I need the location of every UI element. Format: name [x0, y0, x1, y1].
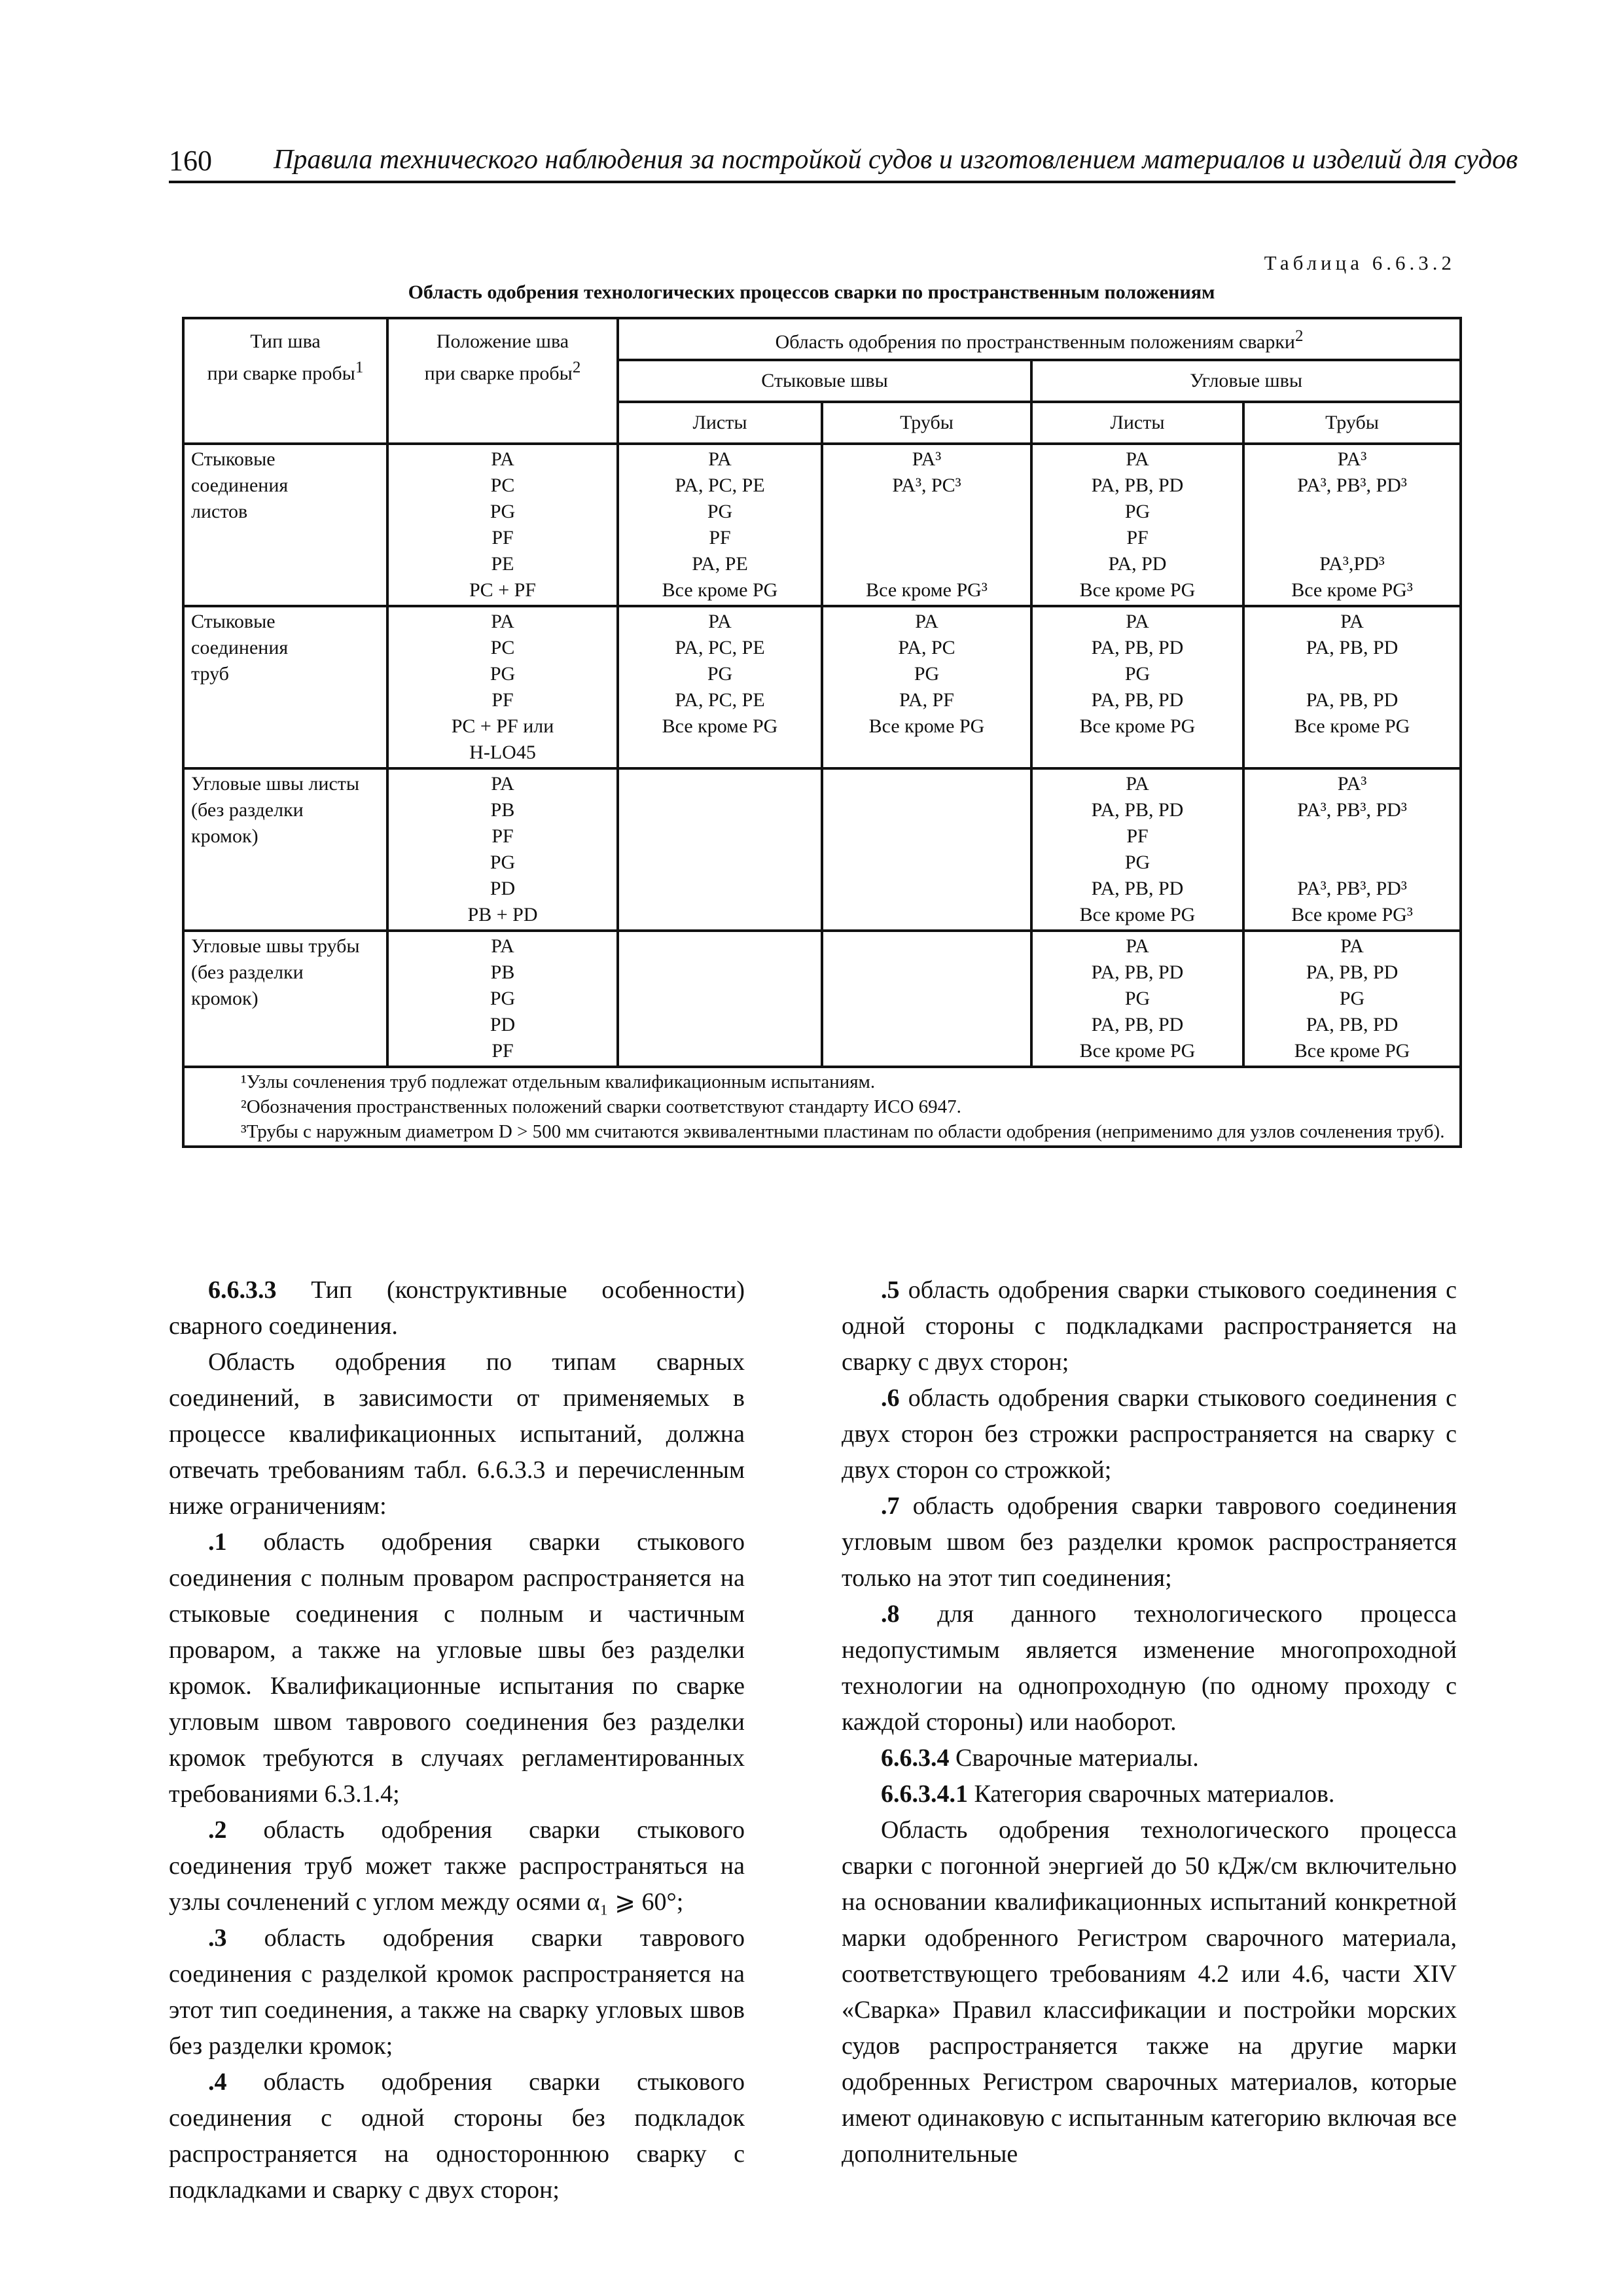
cell-position: PA PB PG PD PF — [387, 931, 618, 1067]
running-title: Правила технического наблюдения за постройкой судов и изготовлением материалов и изделий для судов — [274, 145, 1518, 175]
paragraph: .4 область одобрения сварки стыкового соединения с одной стороны без подкладок распространяется на одностороннюю сварку с подкладками и сварку с двух сторон; — [169, 2068, 745, 2204]
header-fillet-sheets: Листы — [1031, 402, 1243, 444]
header-butt-sheets: Листы — [618, 402, 822, 444]
running-header — [169, 143, 1518, 183]
table-caption: Таблица 6.6.3.2 — [1264, 251, 1455, 274]
cell-fillet-sheets: PA PA, PB, PD PG PA, PB, PD Все кроме PG — [1031, 606, 1243, 768]
cell-butt-pipes — [822, 768, 1031, 931]
paragraph: Область одобрения по типам сварных соединений, в зависимости от применяемых в процессе квалификационных испытаний, должна отвечать требованиям табл. 6.6.3.3 и перечисленным ниже ограничениям: — [169, 1348, 745, 1520]
header-butt-pipes: Трубы — [822, 402, 1031, 444]
cell-weld-type: Стыковые соединения листов — [183, 444, 387, 606]
paragraph: .5 область одобрения сварки стыкового соединения с одной стороны с подкладками распространяется на сварку с двух сторон; — [842, 1276, 1457, 1376]
header-butt-welds: Стыковые швы — [618, 360, 1031, 402]
header-weld-position: Положение шва при сварке пробы$^2$ — [387, 318, 618, 444]
table-row — [183, 931, 1461, 1067]
cell-fillet-sheets: PA PA, PB, PD PG PF PA, PD Все кроме PG — [1031, 444, 1243, 606]
cell-butt-pipes: PA PA, PC PG PA, PF Все кроме PG — [822, 606, 1031, 768]
body-left-column — [169, 1272, 745, 2208]
paragraph: .7 область одобрения сварки таврового соединения угловым швом без разделки кромок распространяется только на этот тип соединения; — [842, 1492, 1457, 1592]
cell-fillet-sheets: PA PA, PB, PD PF PG PA, PB, PD Все кроме PG — [1031, 768, 1243, 931]
cell-position: PA PB PF PG PD PB + PD — [387, 768, 618, 931]
footnote-2: ²Обозначения пространственных положений сварки соответствуют стандарту ИСО 6947. — [241, 1096, 961, 1117]
paragraph: Область одобрения технологического процесса сварки с погонной энергией до 50 кДж/см включительно на основании квалификационных испытаний конкретной марки одобренного Регистром сварочного материала, соответствующего требованиям 4.2 или 4.6, части XIV «Сварка» Правил классификации и постройки морских судов распространяется также на другие марки одобренных Регистром сварочных материалов, которые имеют одинаковую с испытанным категорию включая все дополнительные — [842, 1816, 1457, 2168]
approval-table — [182, 317, 1462, 1148]
cell-fillet-pipes: PA³ PA³, PB³, PD³ PA³, PB³, PD³ Все кроме PG³ — [1243, 768, 1461, 931]
paragraph: .6 область одобрения сварки стыкового соединения с двух сторон без строжки распространяется на сварку с двух сторон со строжкой; — [842, 1384, 1457, 1484]
cell-position: PA PC PG PF PC + PF или H-LO45 — [387, 606, 618, 768]
cell-butt-pipes — [822, 931, 1031, 1067]
table-row — [183, 768, 1461, 931]
paragraph: .3 область одобрения сварки таврового соединения с разделкой кромок распространяется на этот тип соединения, а также на сварку угловых швов без разделки кромок; — [169, 1924, 745, 2060]
cell-butt-sheets: PA PA, PC, PE PG PA, PC, PE Все кроме PG — [618, 606, 822, 768]
body-right-column — [842, 1272, 1457, 2172]
cell-weld-type: Стыковые соединения труб — [183, 606, 387, 768]
table-row — [183, 444, 1461, 606]
header-weld-type: Тип шва при сварке пробы$^1$ — [183, 318, 387, 444]
cell-fillet-sheets: PA PA, PB, PD PG PA, PB, PD Все кроме PG — [1031, 931, 1243, 1067]
table-row — [183, 606, 1461, 768]
header-fillet-welds: Угловые швы — [1031, 360, 1461, 402]
cell-butt-pipes: PA³ PA³, PC³ Все кроме PG³ — [822, 444, 1031, 606]
cell-butt-sheets — [618, 931, 822, 1067]
cell-butt-sheets: PA PA, PC, PE PG PF PA, PE Все кроме PG — [618, 444, 822, 606]
paragraph: .8 для данного технологического процесса недопустимым является изменение многопроходной технологии на однопроходную (по одному проходу с каждой стороны) или наоборот. — [842, 1600, 1457, 1736]
paragraph: 6.6.3.4.1 Категория сварочных материалов. — [881, 1780, 1335, 1808]
table-title: Область одобрения технологических процессов сварки по пространственным положениям — [408, 281, 1215, 303]
paragraph: .1 область одобрения сварки стыкового соединения с полным проваром распространяется на стыковые соединения с полным и частичным проваром, а также на угловые швы без разделки кромок. Квалификационные испытания по сварке угловым швом таврового соединения без разделки кромок требуются в случаях регламентированных требованиями 6.3.1.4; — [169, 1528, 745, 1808]
footnote-1: ¹Узлы сочленения труб подлежат отдельным квалификационным испытаниям. — [241, 1071, 876, 1092]
cell-fillet-pipes: PA³ PA³, PB³, PD³ PA³,PD³ Все кроме PG³ — [1243, 444, 1461, 606]
cell-butt-sheets — [618, 768, 822, 931]
paragraph: 6.6.3.3 Тип (конструктивные особенности) сварного соединения. — [169, 1276, 745, 1340]
cell-position: PA PC PG PF PE PC + PF — [387, 444, 618, 606]
cell-weld-type: Угловые швы листы (без разделки кромок) — [183, 768, 387, 931]
page-number: 160 — [169, 145, 212, 177]
cell-fillet-pipes: PA PA, PB, PD PG PA, PB, PD Все кроме PG — [1243, 931, 1461, 1067]
cell-fillet-pipes: PA PA, PB, PD PA, PB, PD Все кроме PG — [1243, 606, 1461, 768]
header-approval-range: Область одобрения по пространственным положениям сварки$^2$ — [618, 318, 1461, 360]
footnote-3: ³Трубы с наружным диаметром D > 500 мм считаются эквивалентными пластинам по области одобрения (неприменимо для узлов сочленения труб). — [241, 1121, 1445, 1142]
table-footnotes — [183, 1067, 1461, 1147]
header-fillet-pipes: Трубы — [1243, 402, 1461, 444]
cell-weld-type: Угловые швы трубы (без разделки кромок) — [183, 931, 387, 1067]
paragraph: 6.6.3.4 Сварочные материалы. — [881, 1744, 1199, 1772]
paragraph: .2 область одобрения сварки стыкового соединения труб может также распространяться на узлы сочленений с углом между осями α₁ ⩾ 60°; — [169, 1816, 745, 1916]
